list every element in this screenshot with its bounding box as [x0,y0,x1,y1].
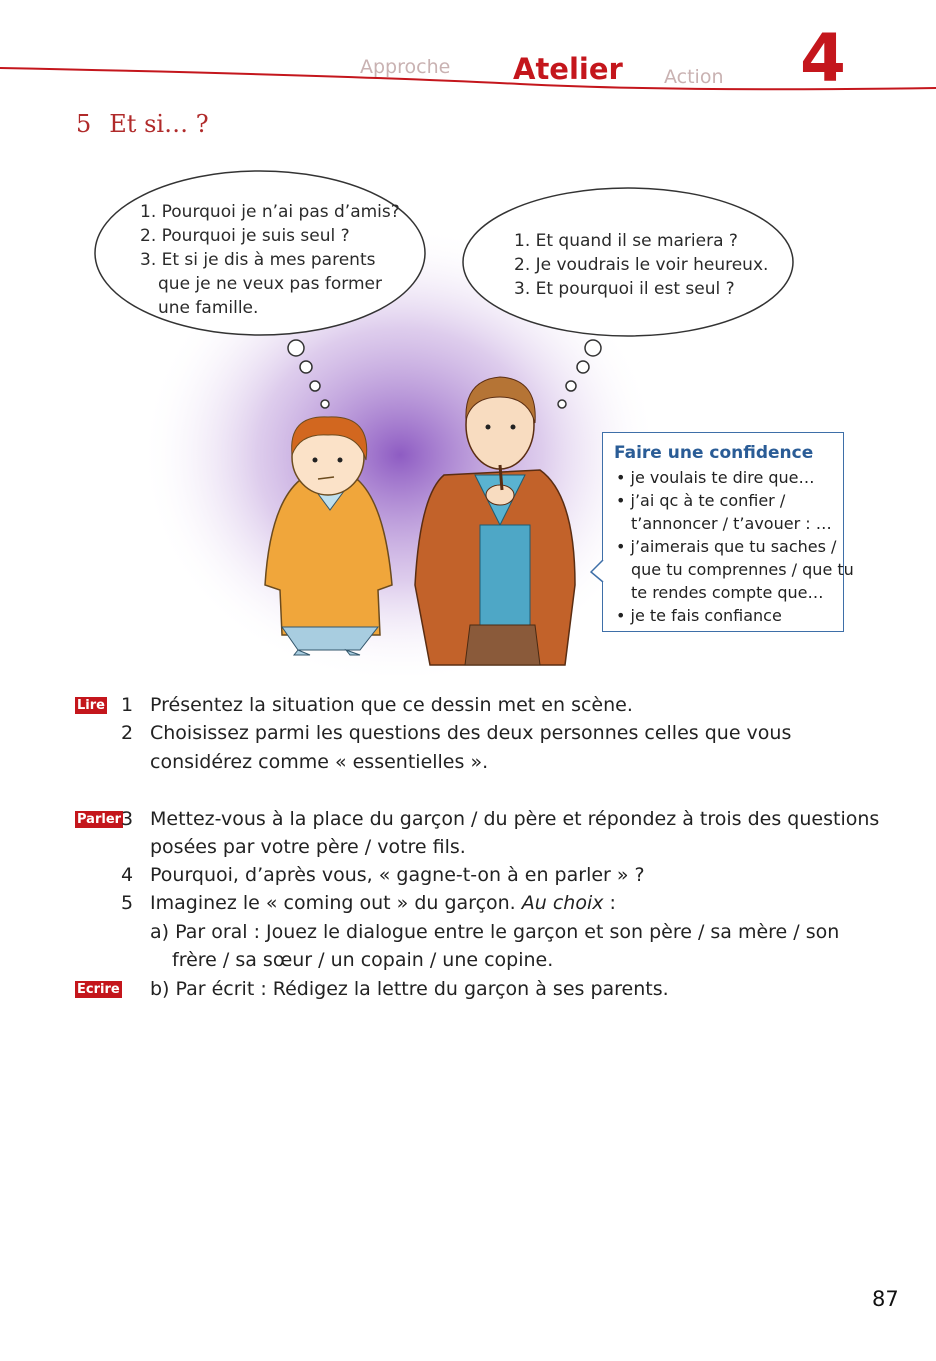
tag-ecrire: Ecrire [77,982,120,997]
confidence-item: • je te fais confiance [616,606,782,625]
exercise-number: 4 [121,864,134,886]
exercise-text: Pourquoi, d’après vous, « gagne-t-on à en parler » ? [150,864,645,886]
bubble-right-line: 3. Et pourquoi il est seul ? [514,279,735,299]
section-title-text: Et si… ? [109,110,209,138]
nav-action: Action [664,66,724,88]
exercise-text: posées par votre père / votre fils. [150,836,466,858]
bubble-left-line: une famille. [158,298,259,318]
exercise-5-choice: Au choix [521,892,604,914]
chapter-number: 4 [800,20,846,97]
exercise-number: 3 [121,808,134,830]
bubble-left-line: que je ne veux pas former [158,274,382,294]
bubble-left-line: 2. Pourquoi je suis seul ? [140,226,350,246]
exercise-text [150,892,616,914]
page-number: 87 [872,1287,899,1311]
confidence-item: que tu comprennes / que tu [631,560,854,579]
confidence-item: • je voulais te dire que… [616,468,815,487]
exercise-number: 2 [121,722,134,744]
exercise-number: 5 [121,892,134,914]
section-number: 5 [76,110,92,138]
nav-approche: Approche [360,56,451,78]
exercise-text: a) Par oral : Jouez le dialogue entre le garçon et son père / sa mère / son [150,921,840,943]
exercise-number: 1 [121,694,134,716]
confidence-box-list [616,466,854,627]
tag-parler: Parler [77,812,122,827]
confidence-item: te rendes compte que… [631,583,824,602]
tag-lire: Lire [77,698,105,713]
exercise-text: frère / sa sœur / un copain / une copine. [172,949,554,971]
exercise-text: Choisissez parmi les questions des deux personnes celles que vous [150,722,792,744]
bubble-right-line: 1. Et quand il se mariera ? [514,231,738,251]
confidence-item: t’annoncer / t’avouer : … [631,514,832,533]
box-pointer [590,560,606,584]
confidence-item: • j’aimerais que tu saches / [616,537,837,556]
thought-bubble-left-text [140,200,420,320]
exercise-text: considérez comme « essentielles ». [150,751,489,773]
bubble-left-line: 1. Pourquoi je n’ai pas d’amis? [140,202,400,222]
section-title [76,110,209,138]
exercise-5-main: Imaginez le « coming out » du garçon. [150,892,516,914]
confidence-item: • j’ai qc à te confier / [616,491,786,510]
exercise-text: Présentez la situation que ce dessin met en scène. [150,694,633,716]
confidence-box-title: Faire une confidence [614,443,814,463]
nav-atelier: Atelier [513,52,623,86]
thought-bubble-right-text [514,229,784,301]
exercise-text: Mettez-vous à la place du garçon / du père et répondez à trois des questions [150,808,880,830]
header-rule [0,0,936,100]
exercise-text: b) Par écrit : Rédigez la lettre du garçon à ses parents. [150,978,669,1000]
bubble-left-line: 3. Et si je dis à mes parents [140,250,376,270]
bubble-right-line: 2. Je voudrais le voir heureux. [514,255,769,275]
exercise-5-colon: : [603,892,616,914]
